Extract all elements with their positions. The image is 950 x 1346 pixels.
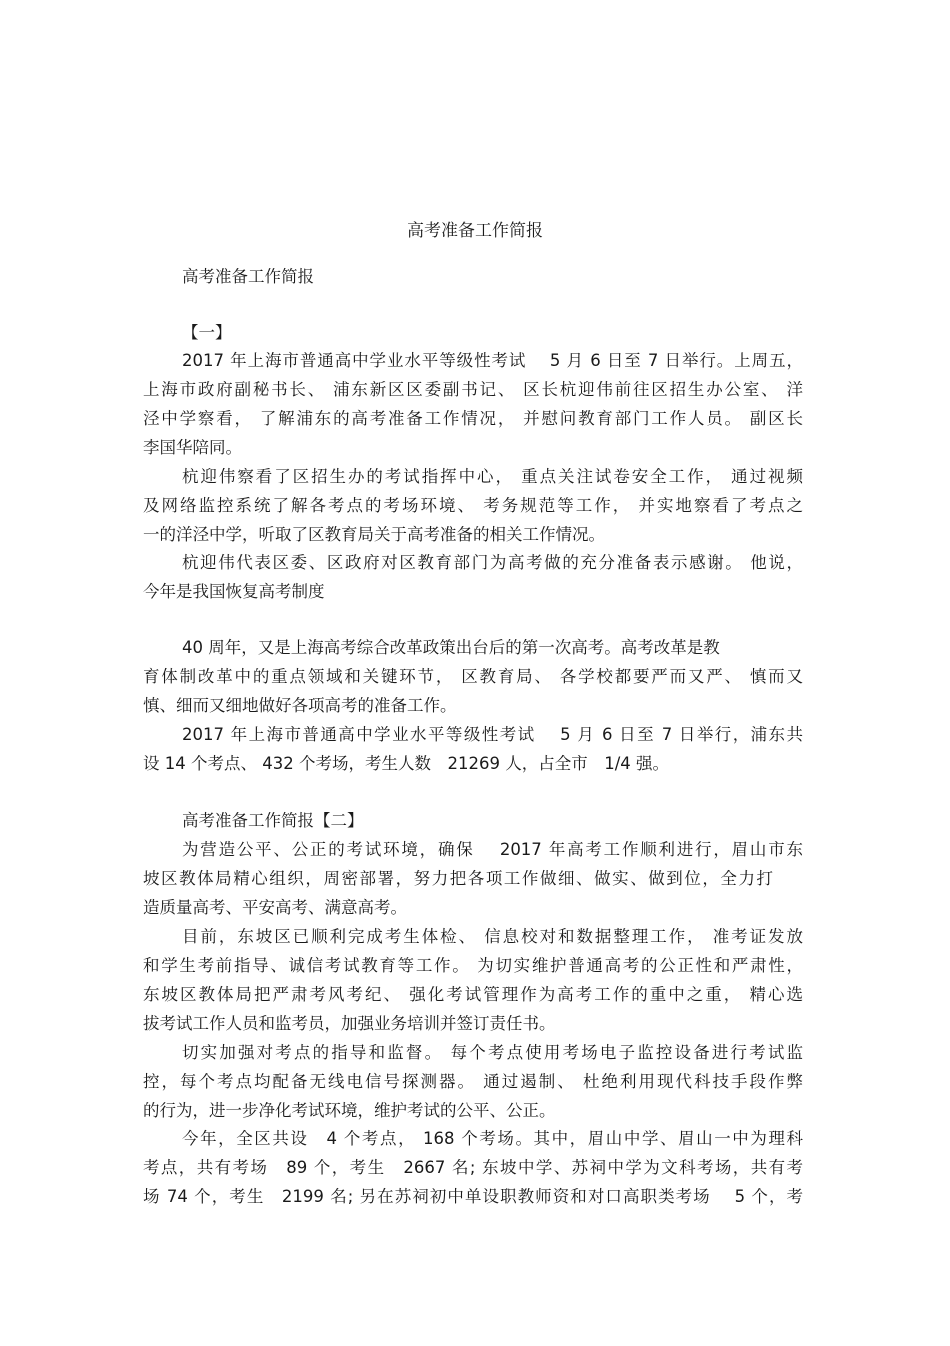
document-subtitle: 高考准备工作简报 bbox=[182, 267, 314, 286]
paragraph-line: 及网络监控系统了解各考点的考场环境、 考务规范等工作， 并实地察看了考点之 bbox=[143, 496, 803, 515]
paragraph-line: 设 14 个考点、 432 个考场，考生人数 21269 人，占全市 1/4 强。 bbox=[143, 754, 670, 773]
paragraph-line: 今年，全区共设 4 个考点， 168 个考场。其中，眉山中学、眉山一中为理科 bbox=[182, 1129, 803, 1148]
paragraph-line: 切实加强对考点的指导和监督。 每个考点使用考场电子监控设备进行考试监 bbox=[182, 1043, 803, 1062]
paragraph-line: 40 周年，又是上海高考综合改革政策出台后的第一次高考。高考改革是教 bbox=[182, 638, 720, 657]
part-one-heading: 【一】 bbox=[182, 323, 232, 342]
paragraph-line: 目前，东坡区已顺利完成考生体检、 信息校对和数据整理工作， 准考证发放 bbox=[182, 927, 803, 946]
paragraph-line: 2017 年上海市普通高中学业水平等级性考试 5 月 6 日至 7 日举行，浦东共 bbox=[182, 725, 803, 744]
paragraph-line: 今年是我国恢复高考制度 bbox=[143, 582, 325, 601]
paragraph-line: 考点，共有考场 89 个，考生 2667 名; 东坡中学、苏祠中学为文科考场，共有考 bbox=[143, 1158, 803, 1177]
paragraph-line: 东坡区教体局把严肃考风考纪、 强化考试管理作为高考工作的重中之重， 精心选 bbox=[143, 985, 803, 1004]
paragraph-line: 控，每个考点均配备无线电信号探测器。 通过遏制、 杜绝利用现代科技手段作弊 bbox=[143, 1072, 803, 1091]
paragraph-line: 场 74 个，考生 2199 名; 另在苏祠初中单设职教师资和对口高职类考场 5 个，考 bbox=[143, 1187, 803, 1206]
paragraph-line: 泾中学察看， 了解浦东的高考准备工作情况， 并慰问教育部门工作人员。 副区长 bbox=[143, 409, 803, 428]
paragraph-line: 杭迎伟察看了区招生办的考试指挥中心， 重点关注试卷安全工作， 通过视频 bbox=[182, 467, 803, 486]
part-two-heading: 高考准备工作简报【二】 bbox=[182, 811, 364, 830]
paragraph-line: 的行为，进一步净化考试环境，维护考试的公平、公正。 bbox=[143, 1101, 556, 1120]
paragraph-line: 李国华陪同。 bbox=[143, 438, 242, 457]
paragraph-line: 拔考试工作人员和监考员，加强业务培训并签订责任书。 bbox=[143, 1014, 556, 1033]
paragraph-line: 为营造公平、公正的考试环境，确保 2017 年高考工作顺利进行，眉山市东 bbox=[182, 840, 803, 859]
paragraph-line: 上海市政府副秘书长、 浦东新区区委副书记、 区长杭迎伟前往区招生办公室、 洋 bbox=[143, 380, 803, 399]
paragraph-line: 慎、细而又细地做好各项高考的准备工作。 bbox=[143, 696, 457, 715]
paragraph-line: 造质量高考、平安高考、满意高考。 bbox=[143, 898, 407, 917]
paragraph-line: 一的洋泾中学，听取了区教育局关于高考准备的相关工作情况。 bbox=[143, 525, 605, 544]
paragraph-line: 2017 年上海市普通高中学业水平等级性考试 5 月 6 日至 7 日举行。上周五， bbox=[182, 351, 803, 370]
paragraph-line: 和学生考前指导、诚信考试教育等工作。 为切实维护普通高考的公正性和严肃性， bbox=[143, 956, 803, 975]
paragraph-line: 杭迎伟代表区委、区政府对区教育部门为高考做的充分准备表示感谢。 他说， bbox=[182, 553, 803, 572]
paragraph-line: 育体制改革中的重点领域和关键环节， 区教育局、 各学校都要严而又严、 慎而又 bbox=[143, 667, 803, 686]
document-title: 高考准备工作简报 bbox=[407, 221, 543, 241]
paragraph-line: 坡区教体局精心组织，周密部署，努力把各项工作做细、做实、做到位，全力打 bbox=[143, 869, 773, 888]
